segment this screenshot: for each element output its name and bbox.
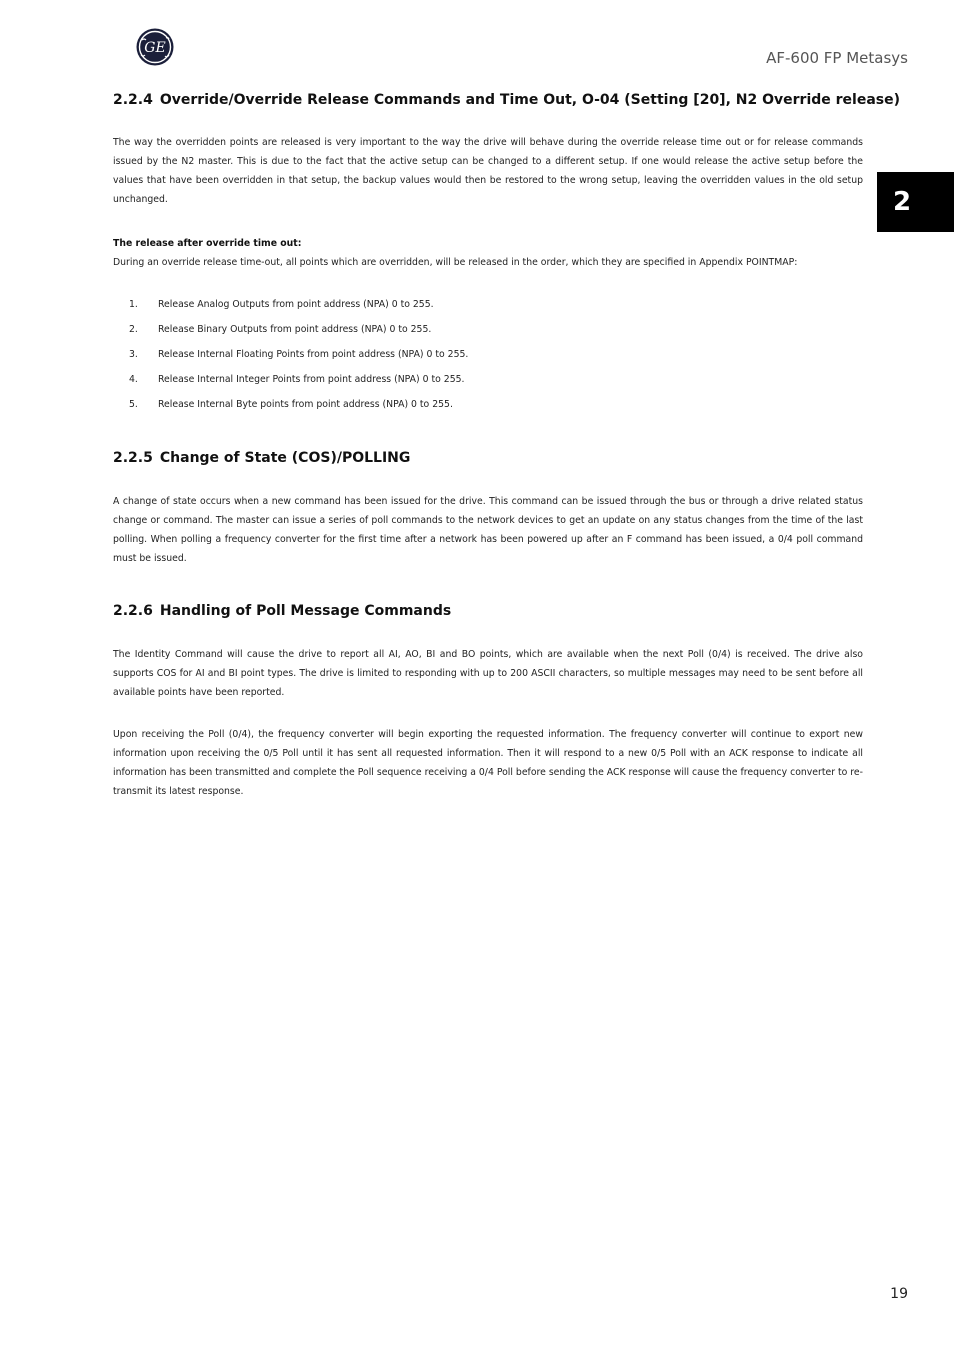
list-item (113, 324, 468, 349)
section-heading-2-2-6 (113, 603, 451, 619)
svg-text:GE: GE (144, 40, 166, 56)
page-number: 19 (890, 1286, 908, 1302)
document-title: AF-600 FP Metasys (766, 49, 908, 67)
list-text: Release Internal Integer Points from point address (NPA) 0 to 255. (158, 374, 465, 385)
list-intro: During an override release time-out, all points which are overridden, will be released in the order, which they are specified in Appendix POINTMAP: (113, 257, 798, 268)
list-text: Release Internal Floating Points from point address (NPA) 0 to 255. (158, 349, 469, 360)
list-item (113, 299, 468, 324)
list-number: 3. (129, 349, 138, 360)
section-paragraph: A change of state occurs when a new command has been issued for the drive. This command can be issued through the bus or through a drive related status change or command. The master can issue a series of poll commands to the network devices to get an update on any status changes from the time of the last polling. When polling a frequency converter for the first time after a network has been powered up after an F command has been issued, a 0/4 poll command must be issued. (113, 496, 863, 564)
chapter-tab: 2 (877, 172, 954, 232)
list-item (113, 399, 468, 424)
list-number: 2. (129, 324, 138, 335)
list-number: 4. (129, 374, 138, 385)
list-text: Release Internal Byte points from point address (NPA) 0 to 255. (158, 399, 453, 410)
section-number: 2.2.4 (113, 92, 153, 108)
list-number: 5. (129, 399, 138, 410)
section-paragraph: The way the overridden points are released is very important to the way the drive will behave during the override release time out or for release commands issued by the N2 master. This is due to the fact that the active setup can be changed to a different setup. If one would release the active setup before the values that have been overridden in that setup, the backup values would then be restored to the wrong setup, leaving the overridden values in the old setup unchanged. (113, 137, 863, 205)
list-text: Release Analog Outputs from point address (NPA) 0 to 255. (158, 299, 434, 310)
section-title: Change of State (COS)/POLLING (159, 450, 411, 466)
section-heading-2-2-5 (113, 450, 410, 466)
section-title: Handling of Poll Message Commands (159, 603, 452, 619)
ge-logo (136, 28, 174, 66)
list-text: Release Binary Outputs from point address (NPA) 0 to 255. (158, 324, 432, 335)
section-number: 2.2.5 (113, 450, 153, 466)
section-paragraph: The Identity Command will cause the drive to report all AI, AO, BI and BO points, which are available when the next Poll (0/4) is received. The drive also supports COS for AI and BI point types. The drive is limited to responding with up to 200 ASCII characters, so multiple messages may need to be sent before all available points have been reported. (113, 649, 863, 698)
release-order-list (113, 299, 468, 424)
section-title: Override/Override Release Commands and Time Out, O-04 (Setting [20], N2 Override release) (159, 92, 900, 108)
section-heading-2-2-4 (113, 92, 900, 108)
section-paragraph-2: Upon receiving the Poll (0/4), the frequency converter will begin exporting the requested information. The frequency converter will continue to export new information upon receiving the 0/5 Poll until it has sent all requested information. Then it will respond to a new 0/5 Poll with an ACK response to indicate all information has been transmitted and complete the Poll sequence receiving a 0/4 Poll before sending the ACK response will cause the frequency converter to re-transmit its latest response. (113, 729, 863, 797)
list-number: 1. (129, 299, 138, 310)
subheading: The release after override time out: (113, 238, 302, 249)
list-item (113, 374, 468, 399)
list-item (113, 349, 468, 374)
section-number: 2.2.6 (113, 603, 153, 619)
